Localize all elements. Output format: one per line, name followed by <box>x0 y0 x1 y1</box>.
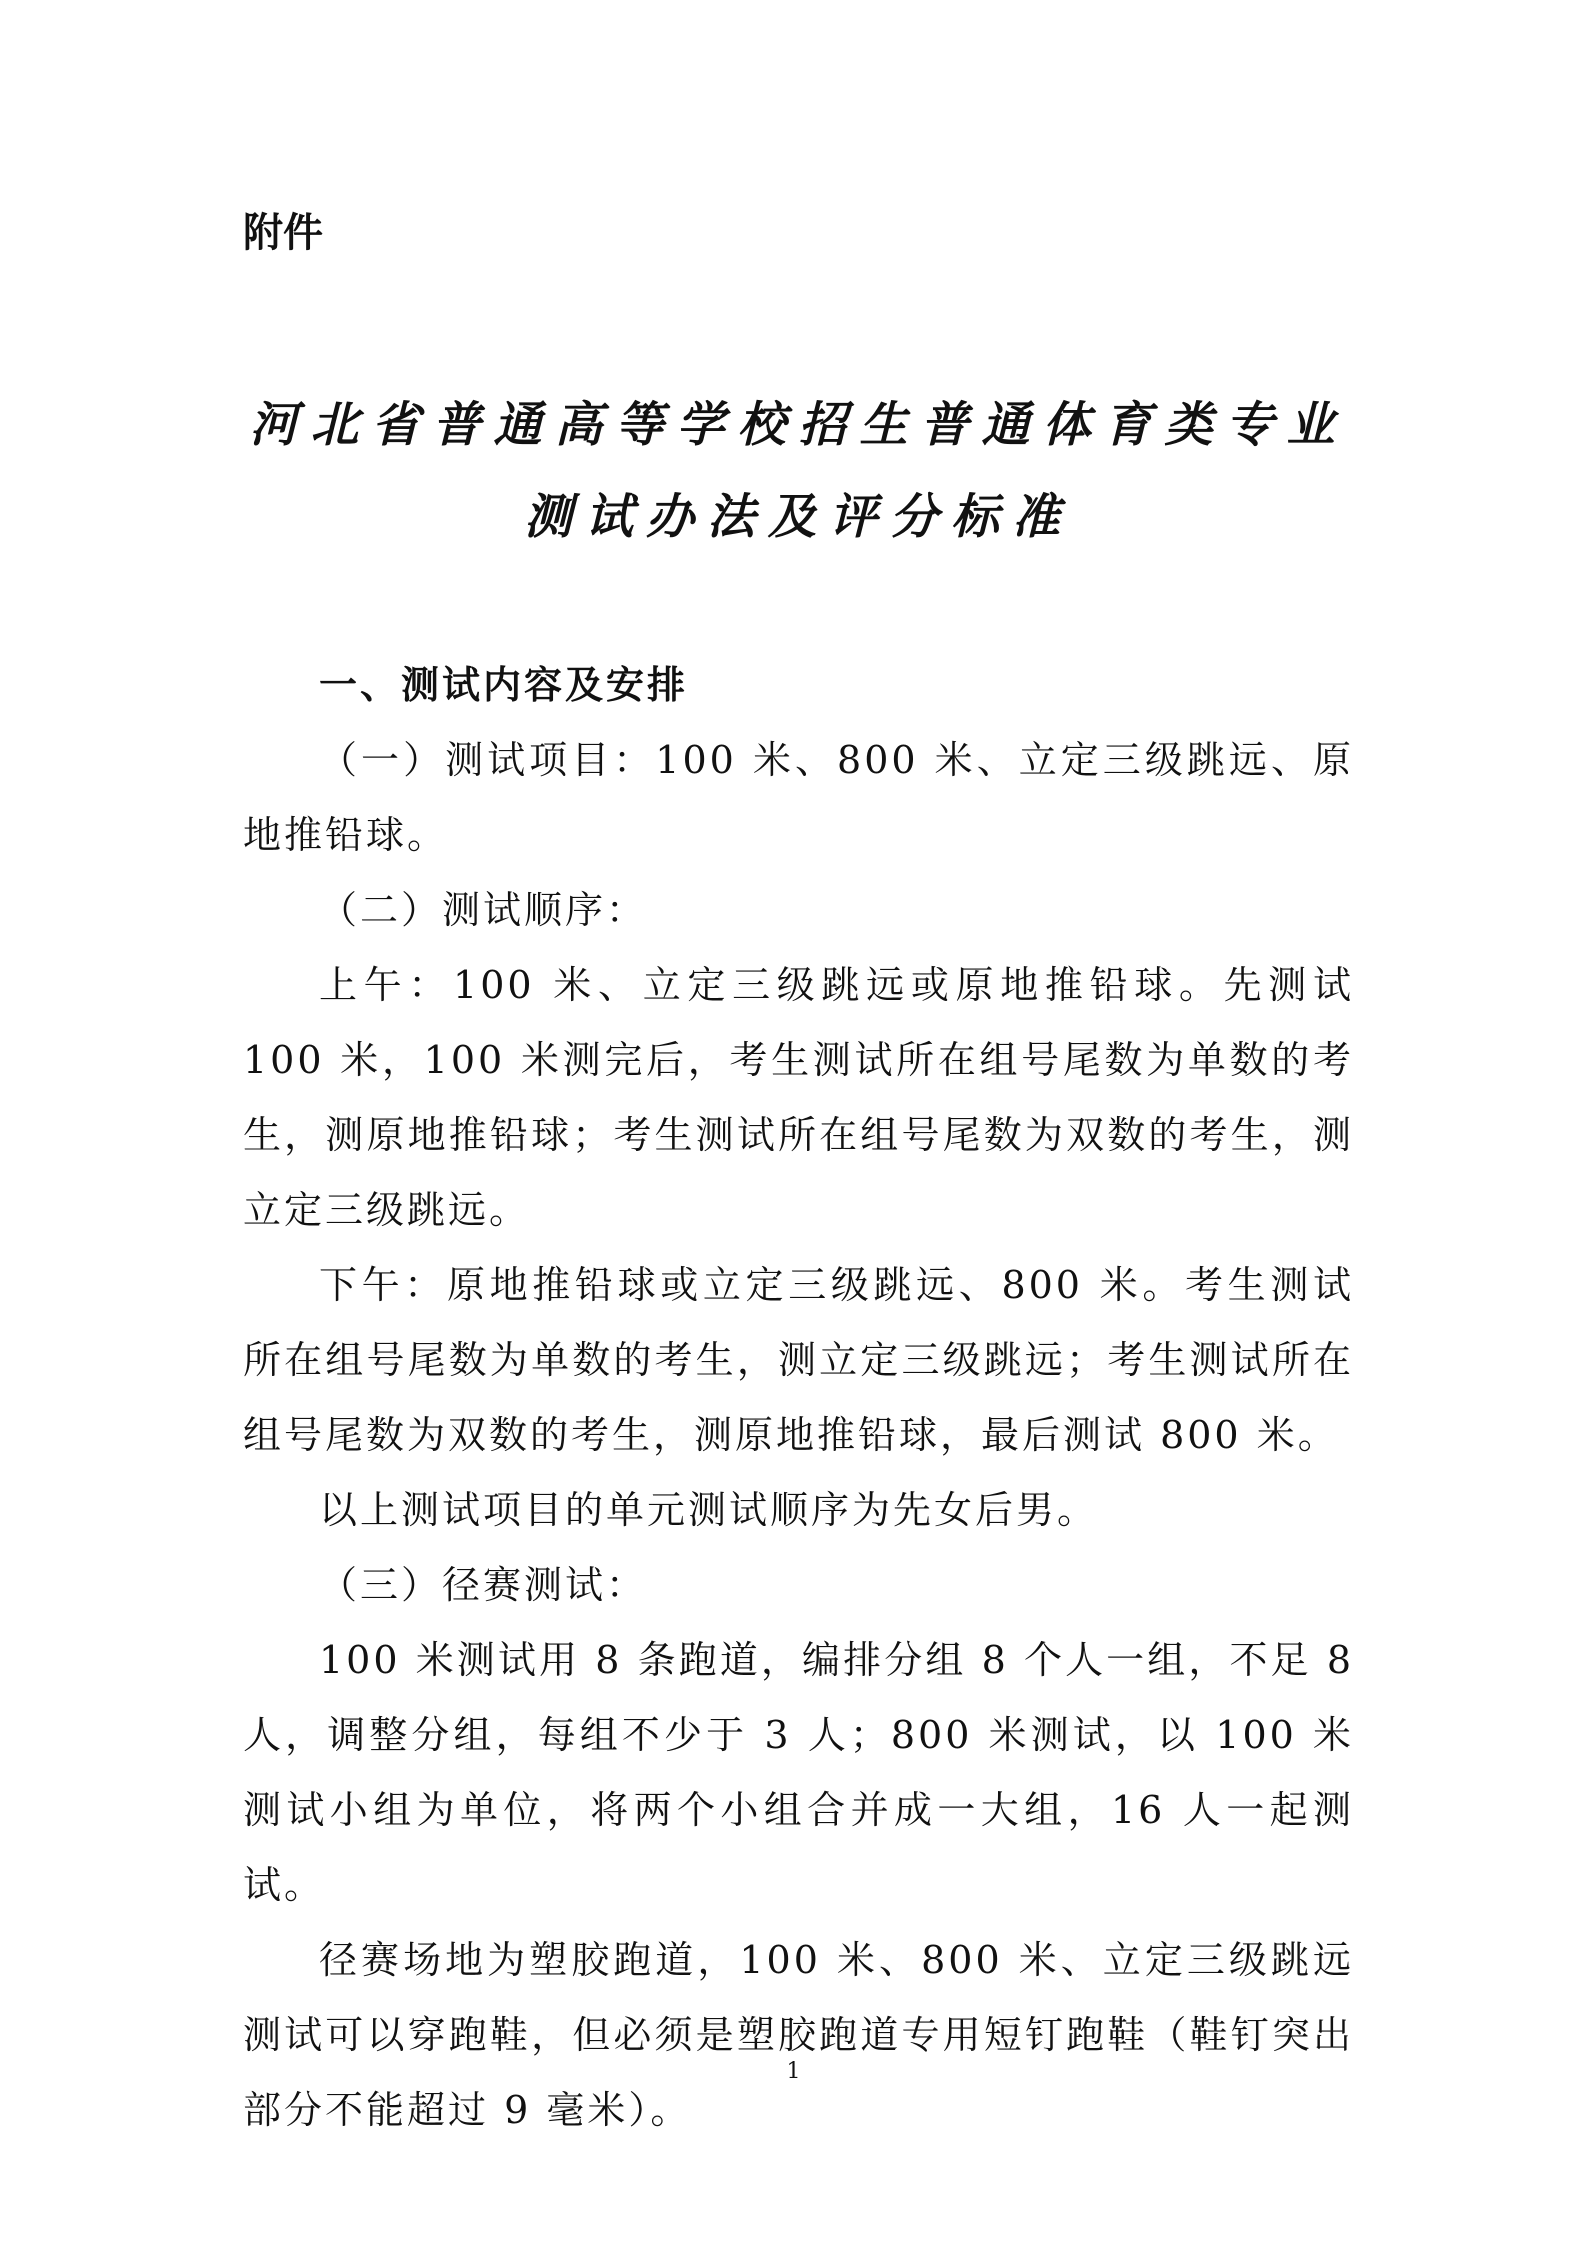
paragraph-track-heading: （三）径赛测试： <box>319 1563 648 1607</box>
attachment-label: 附件 <box>243 210 323 256</box>
paragraph-track-grouping: 100 米测试用 8 条跑道，编排分组 8 个人一组，不足 8 人，调整分组，每组不少于 3 人；800 米测试，以 100 米测试小组为单位，将两个小组合并成一大组，16 人一起测试。 <box>243 1638 1354 1907</box>
page-number: 1 <box>786 2059 801 2084</box>
document-body <box>243 648 1354 2148</box>
document-title-line-2: 测试办法及评分标准 <box>523 489 1073 545</box>
paragraph-afternoon: 下午：原地推铅球或立定三级跳远、800 米。考生测试所在组号尾数为单数的考生，测立定三级跳远；考生测试所在组号尾数为双数的考生，测原地推铅球，最后测试 800 米。 <box>243 1263 1354 1457</box>
document-title-line-1: 河北省普通高等学校招生普通体育类专业 <box>249 397 1348 453</box>
paragraph-order-note: 以上测试项目的单元测试顺序为先女后男。 <box>319 1488 1099 1532</box>
paragraph-test-order-heading: （二）测试顺序： <box>319 888 648 932</box>
paragraph-morning: 上午：100 米、立定三级跳远或原地推铅球。先测试 100 米，100 米测完后，考生测试所在组号尾数为单数的考生，测原地推铅球；考生测试所在组号尾数为双数的考生，测立定三级跳远。 <box>243 963 1354 1232</box>
paragraph-test-items: （一）测试项目：100 米、800 米、立定三级跳远、原地推铅球。 <box>243 738 1354 857</box>
section-heading: 一、测试内容及安排 <box>319 663 689 707</box>
paragraph-track-shoes: 径赛场地为塑胶跑道，100 米、800 米、立定三级跳远测试可以穿跑鞋，但必须是塑胶跑道专用短钉跑鞋（鞋钉突出部分不能超过 9 毫米）。 <box>243 1938 1354 2132</box>
